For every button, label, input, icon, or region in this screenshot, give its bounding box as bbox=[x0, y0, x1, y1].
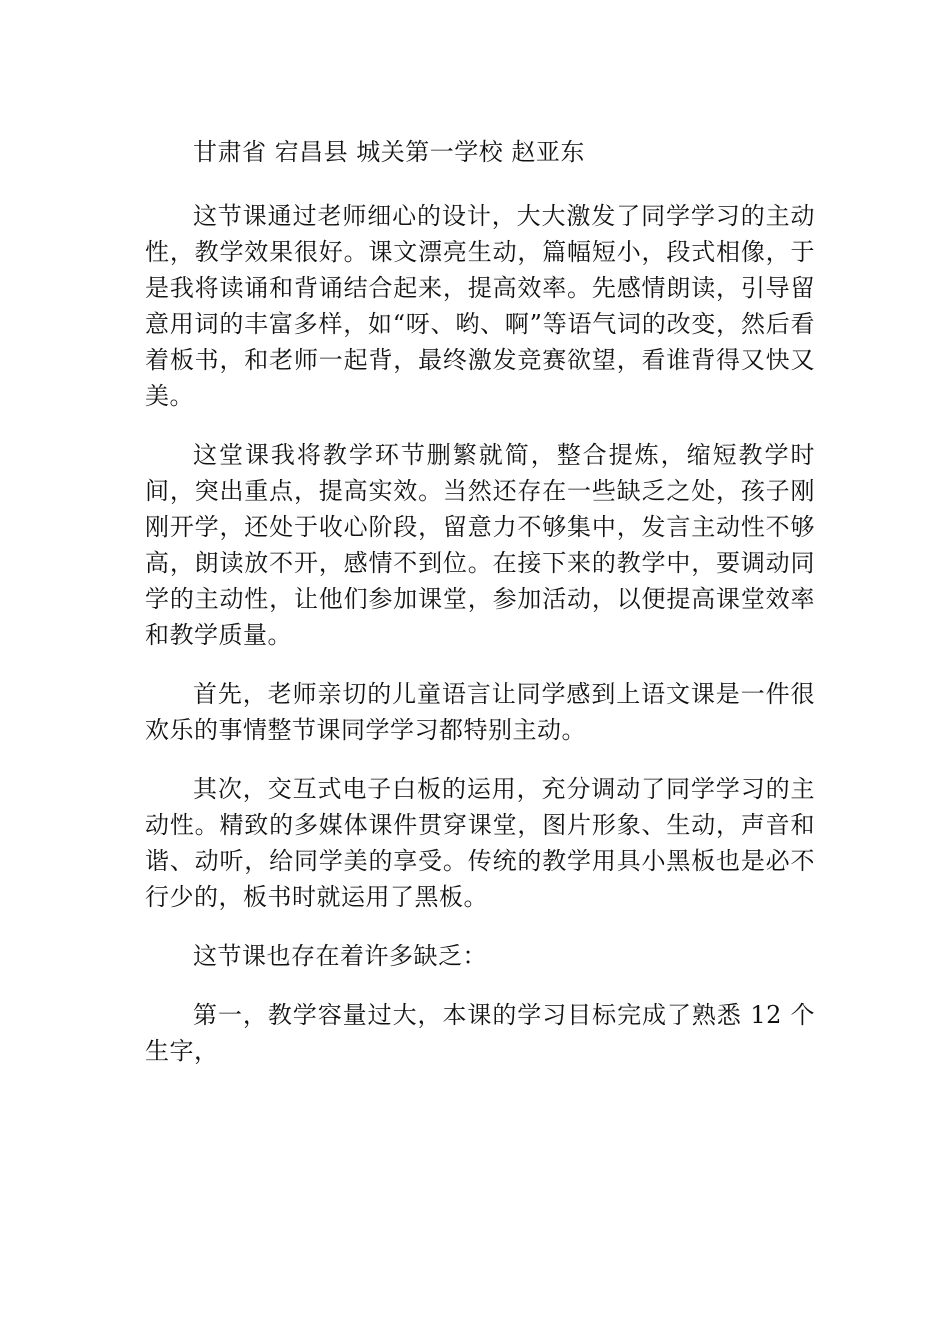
document-body bbox=[145, 134, 815, 1092]
paragraph: 其次，交互式电子白板的运用，充分调动了同学学习的主动性。精致的多媒体课件贯穿课堂，图片形象、生动，声音和谐、动听，给同学美的享受。传统的教学用具小黑板也是必不行少的，板书时就运用了黑板。 bbox=[145, 775, 815, 911]
paragraph: 这节课也存在着许多缺乏： bbox=[193, 942, 487, 970]
paragraph: 这节课通过老师细心的设计，大大激发了同学学习的主动性，教学效果很好。课文漂亮生动，篇幅短小，段式相像，于是我将读诵和背诵结合起来，提高效率。先感情朗读，引导留意用词的丰富多样，如“呀、哟、啊”等语气词的改变，然后看着板书，和老师一起背，最终激发竞赛欲望，看谁背得又快又美。 bbox=[145, 202, 815, 410]
paragraph: 这堂课我将教学环节删繁就简，整合提炼，缩短教学时间，突出重点，提高实效。当然还存在一些缺乏之处，孩子刚刚开学，还处于收心阶段，留意力不够集中，发言主动性不够高，朗读放不开，感情不到位。在接下来的教学中，要调动同学的主动性，让他们参加课堂，参加活动，以便提高课堂效率和教学质量。 bbox=[145, 441, 815, 649]
paragraph: 首先，老师亲切的儿童语言让同学感到上语文课是一件很欢乐的事情整节课同学学习都特别主动。 bbox=[145, 680, 815, 744]
author-line: 甘肃省 宕昌县 城关第一学校 赵亚东 bbox=[193, 138, 585, 166]
paragraph: 第一，教学容量过大，本课的学习目标完成了熟悉 12 个生字， bbox=[145, 1001, 815, 1065]
